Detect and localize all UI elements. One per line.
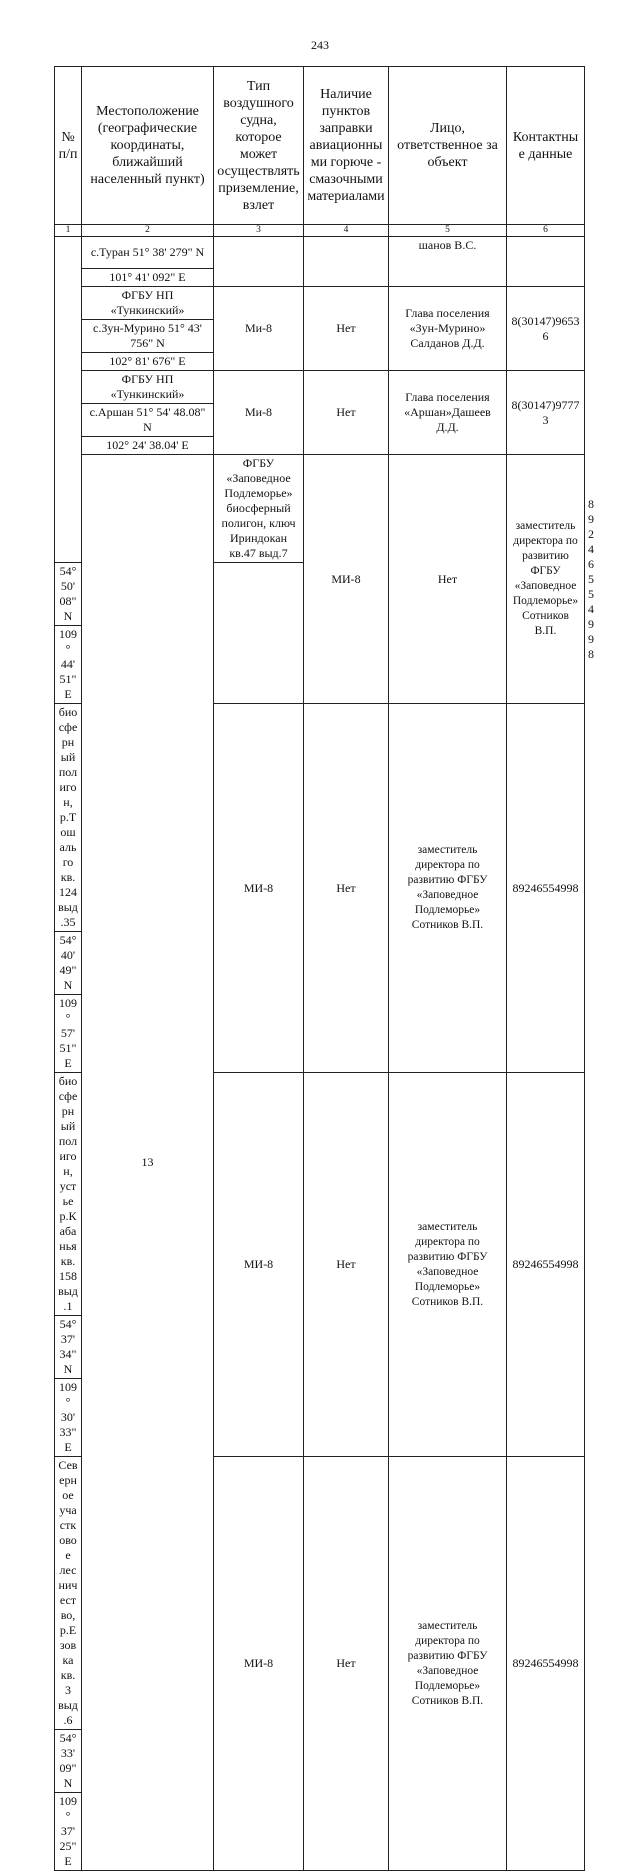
fuel-cell: Нет xyxy=(389,455,507,704)
location-cell: ФГБУ «Заповедное Подлеморье» биосферный полигон, ключ Ириндокан кв.47 выд.7 xyxy=(214,455,304,563)
contact-cell xyxy=(507,237,585,287)
location-cell: с.Туран 51° 38' 279" N xyxy=(82,237,214,269)
aircraft-cell: МИ-8 xyxy=(214,704,304,1073)
coord-cell: 54° 40' 49" N xyxy=(55,932,82,995)
col-number: 6 xyxy=(507,225,585,237)
contact-cell: 89246554998 xyxy=(507,1073,585,1457)
header-fuel: Наличие пунктов заправки авиационными горюче - смазочными материалами xyxy=(304,67,389,225)
person-cell: заместитель директора по развитию ФГБУ «Заповедное Подлеморье» Сотников В.П. xyxy=(389,1073,507,1457)
coord-cell: 54° 50' 08" N xyxy=(55,563,82,626)
coord-cell: 54° 33' 09" N xyxy=(55,1730,82,1793)
table-row xyxy=(55,237,585,269)
location-cell: с.Аршан 51° 54' 48.08" N xyxy=(82,404,214,437)
aircraft-cell: Ми-8 xyxy=(214,287,304,371)
coord-cell: 109° 30' 33" E xyxy=(55,1379,82,1457)
person-cell: заместитель директора по развитию ФГБУ «Заповедное Подлеморье» Сотников В.П. xyxy=(389,1457,507,1871)
fuel-cell: Нет xyxy=(304,704,389,1073)
column-numbers-row xyxy=(55,225,585,237)
location-cell: с.Зун-Мурино 51° 43' 756" N xyxy=(82,320,214,353)
coord-cell: 102° 24' 38.04' E xyxy=(82,437,214,455)
table-row xyxy=(55,371,585,404)
table-row: 13 ФГБУ «Заповедное Подлеморье» биосферный полигон, ключ Ириндокан кв.47 выд.7 МИ-8 Нет заместитель директора по развитию ФГБУ «Заповедное Подлеморье» Сотников В.П. 89246554998 xyxy=(55,455,585,563)
aircraft-cell: МИ-8 xyxy=(214,1457,304,1871)
row-number-empty xyxy=(55,237,82,563)
col-number: 3 xyxy=(214,225,304,237)
coord-cell: 101° 41' 092" E xyxy=(82,269,214,287)
fuel-cell xyxy=(304,237,389,287)
fuel-cell: Нет xyxy=(304,287,389,371)
header-location: Местоположение (географические координаты, ближайший населенный пункт) xyxy=(82,67,214,225)
contact-cell: 8(30147)96536 xyxy=(507,287,585,371)
person-cell: Глава поселения «Зун-Мурино» Салданов Д.Д. xyxy=(389,287,507,371)
person-cell: заместитель директора по развитию ФГБУ «Заповедное Подлеморье» Сотников В.П. xyxy=(389,704,507,1073)
col-number: 1 xyxy=(55,225,82,237)
header-person: Лицо, ответственное за объект xyxy=(389,67,507,225)
header-num: № п/п xyxy=(55,67,82,225)
coord-cell: 109° 44' 51" E xyxy=(55,626,82,704)
coord-cell: 109° 37' 25" E xyxy=(55,1793,82,1871)
aircraft-cell xyxy=(214,237,304,287)
person-cell: заместитель директора по развитию ФГБУ «Заповедное Подлеморье» Сотников В.П. xyxy=(507,455,585,704)
fuel-cell: Нет xyxy=(304,1073,389,1457)
fuel-cell: Нет xyxy=(304,371,389,455)
header-contacts: Контактные данные xyxy=(507,67,585,225)
location-cell: Северное участковое лесничество, р.Езовка кв.3 выд.6 xyxy=(55,1457,82,1730)
location-cell: биосферный полигон, устье р.Кабанья кв.158 выд.1 xyxy=(55,1073,82,1316)
coord-cell: 54° 37' 34" N xyxy=(55,1316,82,1379)
coord-cell: 109° 57' 51" E xyxy=(55,995,82,1073)
coord-cell: 102° 81' 676" E xyxy=(82,353,214,371)
col-number: 2 xyxy=(82,225,214,237)
col-number: 5 xyxy=(389,225,507,237)
col-number: 4 xyxy=(304,225,389,237)
aircraft-cell: МИ-8 xyxy=(214,1073,304,1457)
fuel-cell: Нет xyxy=(304,1457,389,1871)
airfield-table xyxy=(54,66,594,1871)
row-number: 13 xyxy=(82,455,214,1871)
person-cell: Глава поселения «Аршан»Дашеев Д.Д. xyxy=(389,371,507,455)
contact-cell: 8(30147)97773 xyxy=(507,371,585,455)
contact-cell: 89246554998 xyxy=(507,704,585,1073)
header-aircraft: Тип воздушного судна, которое может осуществлять приземление, взлет xyxy=(214,67,304,225)
page-number: 243 xyxy=(311,38,329,52)
person-cell: шанов В.С. xyxy=(389,237,507,287)
header-row xyxy=(55,67,585,225)
aircraft-cell: Ми-8 xyxy=(214,371,304,455)
table-row xyxy=(55,287,585,320)
contact-cell: 89246554998 xyxy=(507,1457,585,1871)
location-cell: биосферный полигон, р.Тошальго кв.124 выд.35 xyxy=(55,704,82,932)
location-cell: ФГБУ НП «Тункинский» xyxy=(82,287,214,320)
aircraft-cell: МИ-8 xyxy=(304,455,389,704)
location-cell: ФГБУ НП «Тункинский» xyxy=(82,371,214,404)
